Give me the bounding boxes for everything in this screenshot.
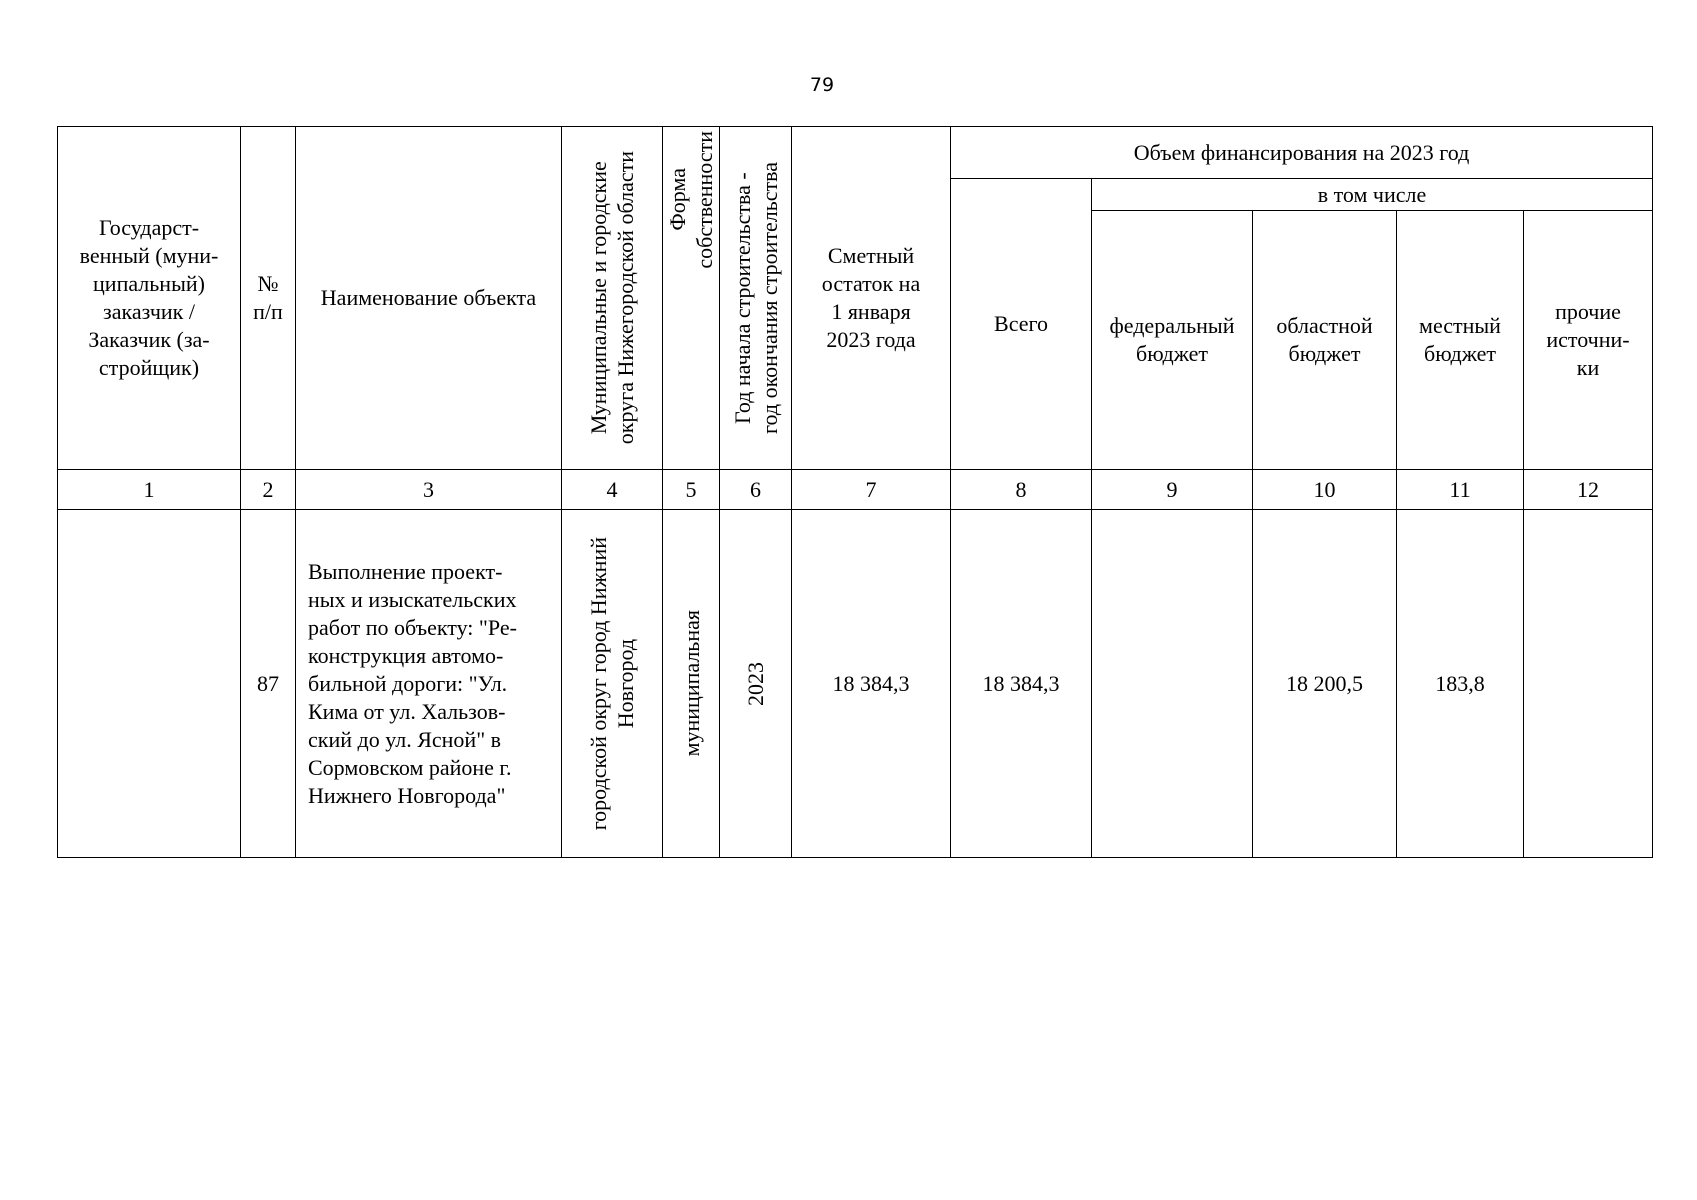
column-number: 7: [792, 470, 951, 510]
column-number: 8: [951, 470, 1092, 510]
column-numbers-row: [58, 470, 1653, 510]
column-number: 5: [663, 470, 720, 510]
cell-local: 183,8: [1397, 510, 1524, 858]
cell-ownership: муниципальная: [678, 610, 704, 757]
header-construction-years: Год начала строительства - год окончания строительства: [729, 162, 782, 434]
financing-table: [57, 126, 1653, 858]
column-number: 1: [58, 470, 241, 510]
header-estimated-balance: Сметный остаток на 1 января 2023 года: [792, 127, 951, 470]
page-number: 79: [809, 74, 835, 96]
cell-municipality-wrap: [562, 510, 663, 858]
header-ownership-cell: [663, 127, 720, 470]
column-number: 6: [720, 470, 792, 510]
column-number: 4: [562, 470, 663, 510]
cell-object-name: Выполнение проект- ных и изыскательских работ по объекту: "Ре- конструкция автомо- бильной дороги: "Ул. Кима от ул. Хальзов- ский до ул. Ясной" в Сормовском районе г. Нижнего Новгорода": [296, 510, 562, 858]
header-other: прочие источни- ки: [1524, 211, 1653, 470]
header-object-name: Наименование объекта: [296, 127, 562, 470]
cell-ownership-wrap: [663, 510, 720, 858]
header-local: местный бюджет: [1397, 211, 1524, 470]
column-number: 12: [1524, 470, 1653, 510]
cell-federal: [1092, 510, 1253, 858]
cell-other: [1524, 510, 1653, 858]
column-number: 3: [296, 470, 562, 510]
header-including: в том числе: [1092, 179, 1653, 211]
header-municipality: Муниципальные и городские округа Нижегородской области: [586, 151, 638, 445]
header-customer: Государст- венный (муни- ципальный) заказчик / Заказчик (за- стройщик): [58, 127, 241, 470]
header-regional: областной бюджет: [1253, 211, 1397, 470]
table-row: [58, 510, 1653, 858]
column-number: 11: [1397, 470, 1524, 510]
cell-customer: [58, 510, 241, 858]
column-number: 10: [1253, 470, 1397, 510]
cell-municipality: городской округ город Нижний Новгород: [586, 536, 638, 831]
cell-estimated-balance: 18 384,3: [792, 510, 951, 858]
cell-regional: 18 200,5: [1253, 510, 1397, 858]
header-financing-group: Объем финансирования на 2023 год: [951, 127, 1653, 179]
cell-total: 18 384,3: [951, 510, 1092, 858]
header-total: Всего: [951, 179, 1092, 470]
header-ownership: Форма собственности: [665, 131, 717, 269]
header-years-cell: [720, 127, 792, 470]
header-federal: федеральный бюджет: [1092, 211, 1253, 470]
header-number: № п/п: [241, 127, 296, 470]
column-number: 2: [241, 470, 296, 510]
column-number: 9: [1092, 470, 1253, 510]
cell-years: 2023: [743, 661, 768, 706]
header-municipality-cell: [562, 127, 663, 470]
cell-years-wrap: [720, 510, 792, 858]
cell-number: 87: [241, 510, 296, 858]
